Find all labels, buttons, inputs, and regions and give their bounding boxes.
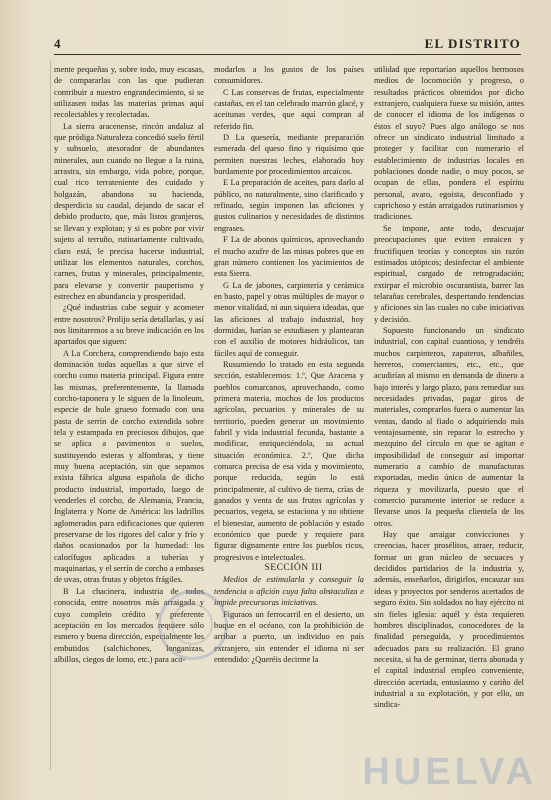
archive-watermark: HUELVA	[362, 751, 537, 793]
paragraph: B La chacinera, industria de todos conocida, entre nosotros más arraigada y cuyo completo crédito y preferente aceptación en los mercados requiere sólo esmero y buena dirección, especialmente los embutidos (salchichones, longanizas, albillos, ciegos de lomo, etc.) para aco-	[54, 586, 204, 664]
section-subtitle: Medios de estimularla y conseguir la tendencia o afición cuya falta obstaculiza e impide precursoras iniciativas.	[214, 575, 364, 608]
paragraph: G La de jabones, carpintería y cerámica en basto, papel y otras múltiples de mayor o menor vitalidad, ni aun siquiera ideadas, que las aficiones al trabajo industrial, hoy dormidas, harían se estudiasen y plantearan con el auxilio de motores hidráulicos, tan fáciles aquí de conseguir.	[214, 280, 364, 358]
paragraph: C Las conservas de frutas, especialmente castañas, en el tan celebrado marrón glacé, y aceitunas verdes, que aquí compran al referido fin.	[214, 87, 364, 131]
paragraph: ¿Qué industrias cabe seguir y acometer entre nosotros? Prolijo sería detallarlas, y así nos limitaremos a su breve indicación en los apartados que siguen:	[54, 303, 205, 347]
paragraph: D La quesería, mediante preparación esmerada del queso fino y riquísimo que permiten nuestras leches, elaborado hoy burdamente por procedimientos arcaicos.	[214, 133, 364, 177]
paragraph: A La Corchera, comprendiendo bajo esta dominación todas aquellas a que sirve el corcho como materia principal. Figura entre las mismas, preferentemente, la llamada corcho-taponera y le siguen de la linoleum, especie de hule grueso formado con una pasta de serrín de corcho extendida sobre tela y estampada en preciosos dibujos, que se aplica a pavimentos o suelos, sustituyendo esteras y alfombras, y tiene muy buena aceptación, sin que sepamos exista fábrica alguna española de dicho producto industrial, importado, luego de venderles el corcho, de Alemania, Francia, Inglaterra y Norte de América: los ladrillos aglomerados para edificaciones que quieren preservarse de los rigores del calor y frío y daños ocasionados por la humedad: los calorífugos aplicados a tuberías y maquinarias, y el serrín de corcho a embases de uvas, otras frutas y objetos frágiles.	[54, 348, 204, 585]
page-edge-line	[50, 60, 51, 770]
column-3	[374, 64, 524, 764]
column-2	[214, 64, 364, 764]
paragraph: Rusumiendo lo tratado en esta segunda sección, establecemos: 1.º, Que Aracena y pueblos comarcanos, aprovechando, como primera materia, muchos de los productos agrícolas, pecuarios y minerales de su territorio, pueden generar un movimiento fabril y vida industrial fecunda, bastante a modificar, enriqueciéndola, su actual situación económica. 2.º, Que dicha comarca precisa de esa vida y movimiento, porque reducida, según lo está principalmente, al cultivo de tierra, crías de ganados y venta de sus frutos agrícolas y pecuarios, vegeta, se estaciona y no obtiene el bienestar, aumento de población y estado económico que puede y requiere para figurar dignamente entre los pueblos ricos, progresivos e intelectuales.	[214, 359, 364, 562]
paragraph: Se impone, ante todo, descuajar preocupaciones que eviten enraicen y fructifiquen teorías y conceptos sin razón estimados utópicos; desinfectar el ambiente espiritual, cargado de retrogradación; extirpar el microbio oscurantista, barrer las telarañas cerebrales, despertando tendencias y aficiones sin las cuales no cabe iniciativas y decisión.	[374, 223, 524, 324]
paragraph: Hay que arraigar convicciones y creencias, hacer prosélitos, atraer, reducir, formar un gran núcleo de secuaces y decididos partidarios de la industria y, además, enseñarlos, dirigirlos, encauzar sus ideas y proyectos por senderos acertados de seguro éxito. Sin soldados no hay ejército ni sin fieles iglesia: aquél y ésta requieren hombres disciplinados, conocedores de la finalidad perseguida, y procedimientos adecuados para su realización. El grano necesita, si ha de germinar, tierra abonada y el capital industrial empleo conveniente, dirección acertada, entusiasmo y cariño del industrial a su explotación, y por ello, un sindica-	[374, 530, 524, 710]
paragraph: F La de abonos químicos, aprovechando el mucho azufre de las minas pobres que en gran número contienen los yacimientos de esta Sierra.	[214, 235, 364, 279]
article-columns	[54, 64, 524, 764]
paragraph: Supuesto funcionando un sindicato industrial, con capital cuantioso, y tendréis muchos carpinteros, zapateros, albañiles, herreros, comerciantes, etc., etc., que acudirían al mismo en demanda de dinero a bajo interés y largo plazo, para remediar sus necesidades privadas, pagar giros de materiales, comprarlos fuera o aumentar las ventas, dando al fiado o adquiriendo más ventajosamente, sin reparar lo estrecho y mezquino del círculo en que se agitan e imposibilidad de conseguir así importar numerario a cambio de manufacturas exportadas, medio único de aumentar la riqueza y movilizarla, puesto que el comercio puramente interior se reduce a llevarse unos la pequeña clientela de los otros.	[374, 325, 524, 528]
paragraph: utilidad que reportarían aquellos hermosos medios de locomoción y progreso, o resultados prácticos obtenidos por dicho extranjero, cualquiera fuese su misión, antes de conocer el idioma de los indígenas o éstos el suyo? Pues algo análogo se nos ofrece un sindicato industrial limitado a proteger y facilitar con numerario el establecimiento de industrias locales en poblaciones donde nadie, o muy pocos, se ocupan de ellas, pondera el espíritu personal, avaro, egoista, desconfiado y caprichoso y están arraigados rutinarismos y tradiciones.	[374, 65, 524, 222]
column-1	[54, 64, 204, 764]
paragraph: modarlos a los gustos de los países consumidores.	[214, 65, 364, 86]
library-stamp	[158, 590, 228, 660]
paragraph: Figuraos un ferrocarril en el desierto, un buque en el océano, con la prohibición de arribar a puerto, un individuo en país extranjero, sin entender el idioma ni ser entendido: ¿Queréis decirme la	[214, 609, 364, 664]
paragraph: mente pequeñas y, sobre todo, muy escasas, de compararlas con las que pudieran contribuir a nuestro engrandecimiento, si se utilizasen todas las materias primas aquí recolectables y recolectadas.	[54, 65, 204, 120]
masthead-title: EL DISTRITO	[424, 36, 521, 51]
paragraph: La sierra aracenense, rincón andaluz al que pródiga Naturaleza concedió suelo fértil y subsuelo, atesorador de abundantes minerales, aun cuando no llegue a la ruina, arrastra, sin embargo, vida pobre, porque, cual rico terrateniente des cuidado y holgazán, abandona su hacienda, desperdicia su caudal, dejando de sacar el debido producto, que, más listos granjeros, se llevan y explotan; y si es pobre por vivir sujeto al terruño, rutinariamente cultivado, claro está, le precisa hacerse industrial, utilizar los elementos naturales, corchos, carnes, frutas y minerales, principalmente, para elevarse y convertir pauperismo y estrechez en abundancia y prosperidad.	[54, 121, 204, 301]
section-heading: SECCIÓN III	[264, 563, 323, 574]
header-rule	[54, 54, 521, 55]
page-number: 4	[54, 36, 61, 51]
paragraph: E La preparación de aceites, para darlo al público, no naturalmente, sino clarificado y refinado, según imponen las aficiones y gustos culinarios y necesidades de distintos engrases.	[214, 178, 364, 233]
page-header	[54, 36, 521, 52]
